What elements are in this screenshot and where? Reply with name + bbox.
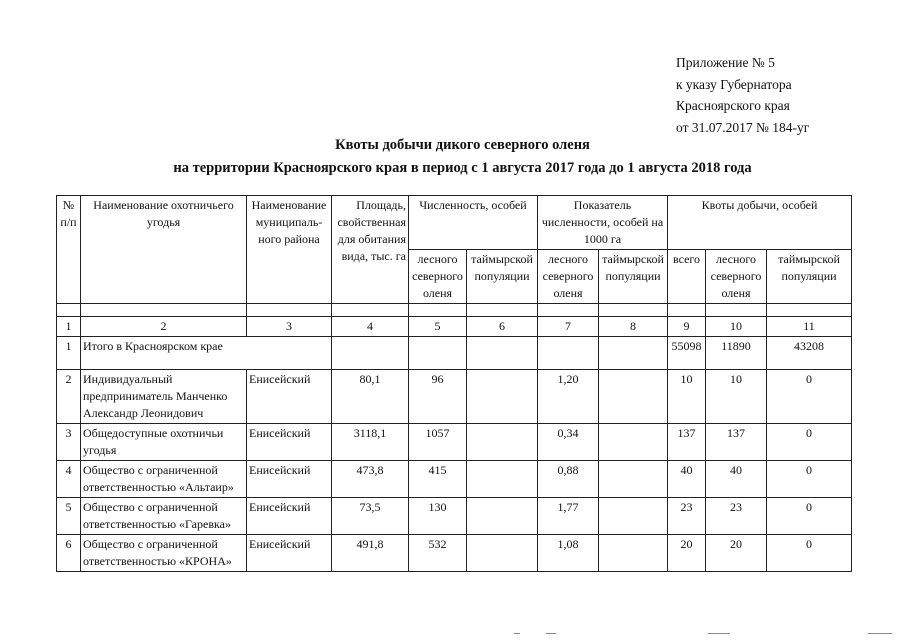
row-density-forest: 1,77: [538, 498, 599, 535]
row-num: 5: [57, 498, 81, 535]
row-district: Енисейский: [247, 498, 332, 535]
column-number: 8: [599, 317, 668, 337]
row-area: 491,8: [332, 535, 409, 572]
row-pop-taimyr: [467, 461, 538, 498]
header-spacer: [57, 304, 852, 317]
row-quota-total: 20: [668, 535, 706, 572]
row-quota-forest: 23: [706, 498, 767, 535]
appendix-line: к указу Губернатора: [676, 76, 792, 92]
column-number: 5: [409, 317, 467, 337]
document-title: Квоты добычи дикого северного оленя: [335, 137, 590, 153]
row-quota-total: 10: [668, 370, 706, 424]
row-density-taimyr: [599, 535, 668, 572]
header-row: [57, 196, 852, 250]
subheader-pop-forest: лесного северного оленя: [409, 250, 467, 304]
subheader-pop-taimyr: таймырской популяции: [467, 250, 538, 304]
column-number: 9: [668, 317, 706, 337]
header-district: Наименование муниципаль-ного района: [247, 196, 332, 304]
quota-table: [56, 195, 852, 572]
column-number: 7: [538, 317, 599, 337]
table-row: [57, 535, 852, 572]
header-population: Численность, особей: [409, 196, 538, 250]
row-quota-taimyr: 0: [767, 370, 852, 424]
row-density-forest: 1,20: [538, 370, 599, 424]
header-area: Площадь, свойственная для обитания вида, тыс. га: [332, 196, 409, 304]
row-pop-forest: 415: [409, 461, 467, 498]
scan-speck: [514, 633, 520, 634]
row-district: Енисейский: [247, 461, 332, 498]
header-num: № п/п: [57, 196, 81, 304]
row-quota-taimyr: 0: [767, 535, 852, 572]
subheader-quota-total: всего: [668, 250, 706, 304]
row-quota-forest: 137: [706, 424, 767, 461]
row-pop-forest: 532: [409, 535, 467, 572]
document-subtitle: на территории Красноярского края в период с 1 августа 2017 года до 1 августа 2018 года: [173, 160, 752, 176]
row-quota-forest: 40: [706, 461, 767, 498]
row-quota-taimyr: 0: [767, 498, 852, 535]
row-pop-forest: 1057: [409, 424, 467, 461]
subheader-density-forest: лесного северного оленя: [538, 250, 599, 304]
subheader-density-taimyr: таймырской популяции: [599, 250, 668, 304]
table-row: [57, 498, 852, 535]
column-number: 4: [332, 317, 409, 337]
row-num: 4: [57, 461, 81, 498]
row-quota-taimyr: 43208: [767, 337, 852, 370]
row-quota-total: 55098: [668, 337, 706, 370]
row-name: Общедоступные охотничьи угодья: [81, 424, 247, 461]
column-number-row: [57, 317, 852, 337]
header-density: Показатель численности, особей на 1000 га: [538, 196, 668, 250]
row-quota-forest: 11890: [706, 337, 767, 370]
subheader-quota-forest: лесного северного оленя: [706, 250, 767, 304]
table-row: [57, 461, 852, 498]
row-num: 3: [57, 424, 81, 461]
row-quota-total: 137: [668, 424, 706, 461]
row-name: Индивидуальный предприниматель Манченко Александр Леонидович: [81, 370, 247, 424]
table-row: [57, 370, 852, 424]
column-number: 10: [706, 317, 767, 337]
row-density-forest: 1,08: [538, 535, 599, 572]
subheader-quota-taimyr: таймырской популяции: [767, 250, 852, 304]
row-name: Итого в Красноярском крае: [81, 337, 332, 370]
table-row-total: [57, 337, 852, 370]
appendix-line: Красноярского края: [676, 98, 790, 113]
row-density-forest: 0,34: [538, 424, 599, 461]
row-name: Общество с ограниченной ответственностью «Гаревка»: [81, 498, 247, 535]
appendix-line: от 31.07.2017 № 184-уг: [676, 119, 810, 135]
column-number: 6: [467, 317, 538, 337]
row-district: Енисейский: [247, 370, 332, 424]
row-name: Общество с ограниченной ответственностью «КРОНА»: [81, 535, 247, 572]
scan-speck: [868, 633, 892, 634]
scan-speck: [546, 633, 556, 634]
row-density-forest: 0,88: [538, 461, 599, 498]
header-ground: Наименование охотничьего угодья: [81, 196, 247, 304]
row-quota-total: 40: [668, 461, 706, 498]
row-area: 73,5: [332, 498, 409, 535]
row-name: Общество с ограниченной ответственностью «Альтаир»: [81, 461, 247, 498]
row-num: 1: [57, 337, 81, 370]
row-num: 2: [57, 370, 81, 424]
row-pop-forest: 96: [409, 370, 467, 424]
row-district: Енисейский: [247, 424, 332, 461]
row-quota-taimyr: 0: [767, 461, 852, 498]
row-density-taimyr: [599, 370, 668, 424]
column-number: 11: [767, 317, 852, 337]
row-pop-forest: 130: [409, 498, 467, 535]
scan-speck: [708, 633, 730, 634]
row-pop-taimyr: [467, 370, 538, 424]
row-pop-taimyr: [467, 424, 538, 461]
column-number: 1: [57, 317, 81, 337]
header-quotas: Квоты добычи, особей: [668, 196, 852, 250]
row-quota-forest: 20: [706, 535, 767, 572]
row-density-taimyr: [599, 424, 668, 461]
row-pop-taimyr: [467, 498, 538, 535]
row-area: 473,8: [332, 461, 409, 498]
row-density-taimyr: [599, 461, 668, 498]
table-row: [57, 424, 852, 461]
row-quota-total: 23: [668, 498, 706, 535]
row-num: 6: [57, 535, 81, 572]
row-quota-taimyr: 0: [767, 424, 852, 461]
row-density-taimyr: [599, 498, 668, 535]
row-area: 3118,1: [332, 424, 409, 461]
row-district: Енисейский: [247, 535, 332, 572]
row-area: 80,1: [332, 370, 409, 424]
appendix-line: Приложение № 5: [676, 55, 775, 70]
row-quota-forest: 10: [706, 370, 767, 424]
appendix-note: [676, 52, 809, 138]
row-pop-taimyr: [467, 535, 538, 572]
column-number: 3: [247, 317, 332, 337]
column-number: 2: [81, 317, 247, 337]
